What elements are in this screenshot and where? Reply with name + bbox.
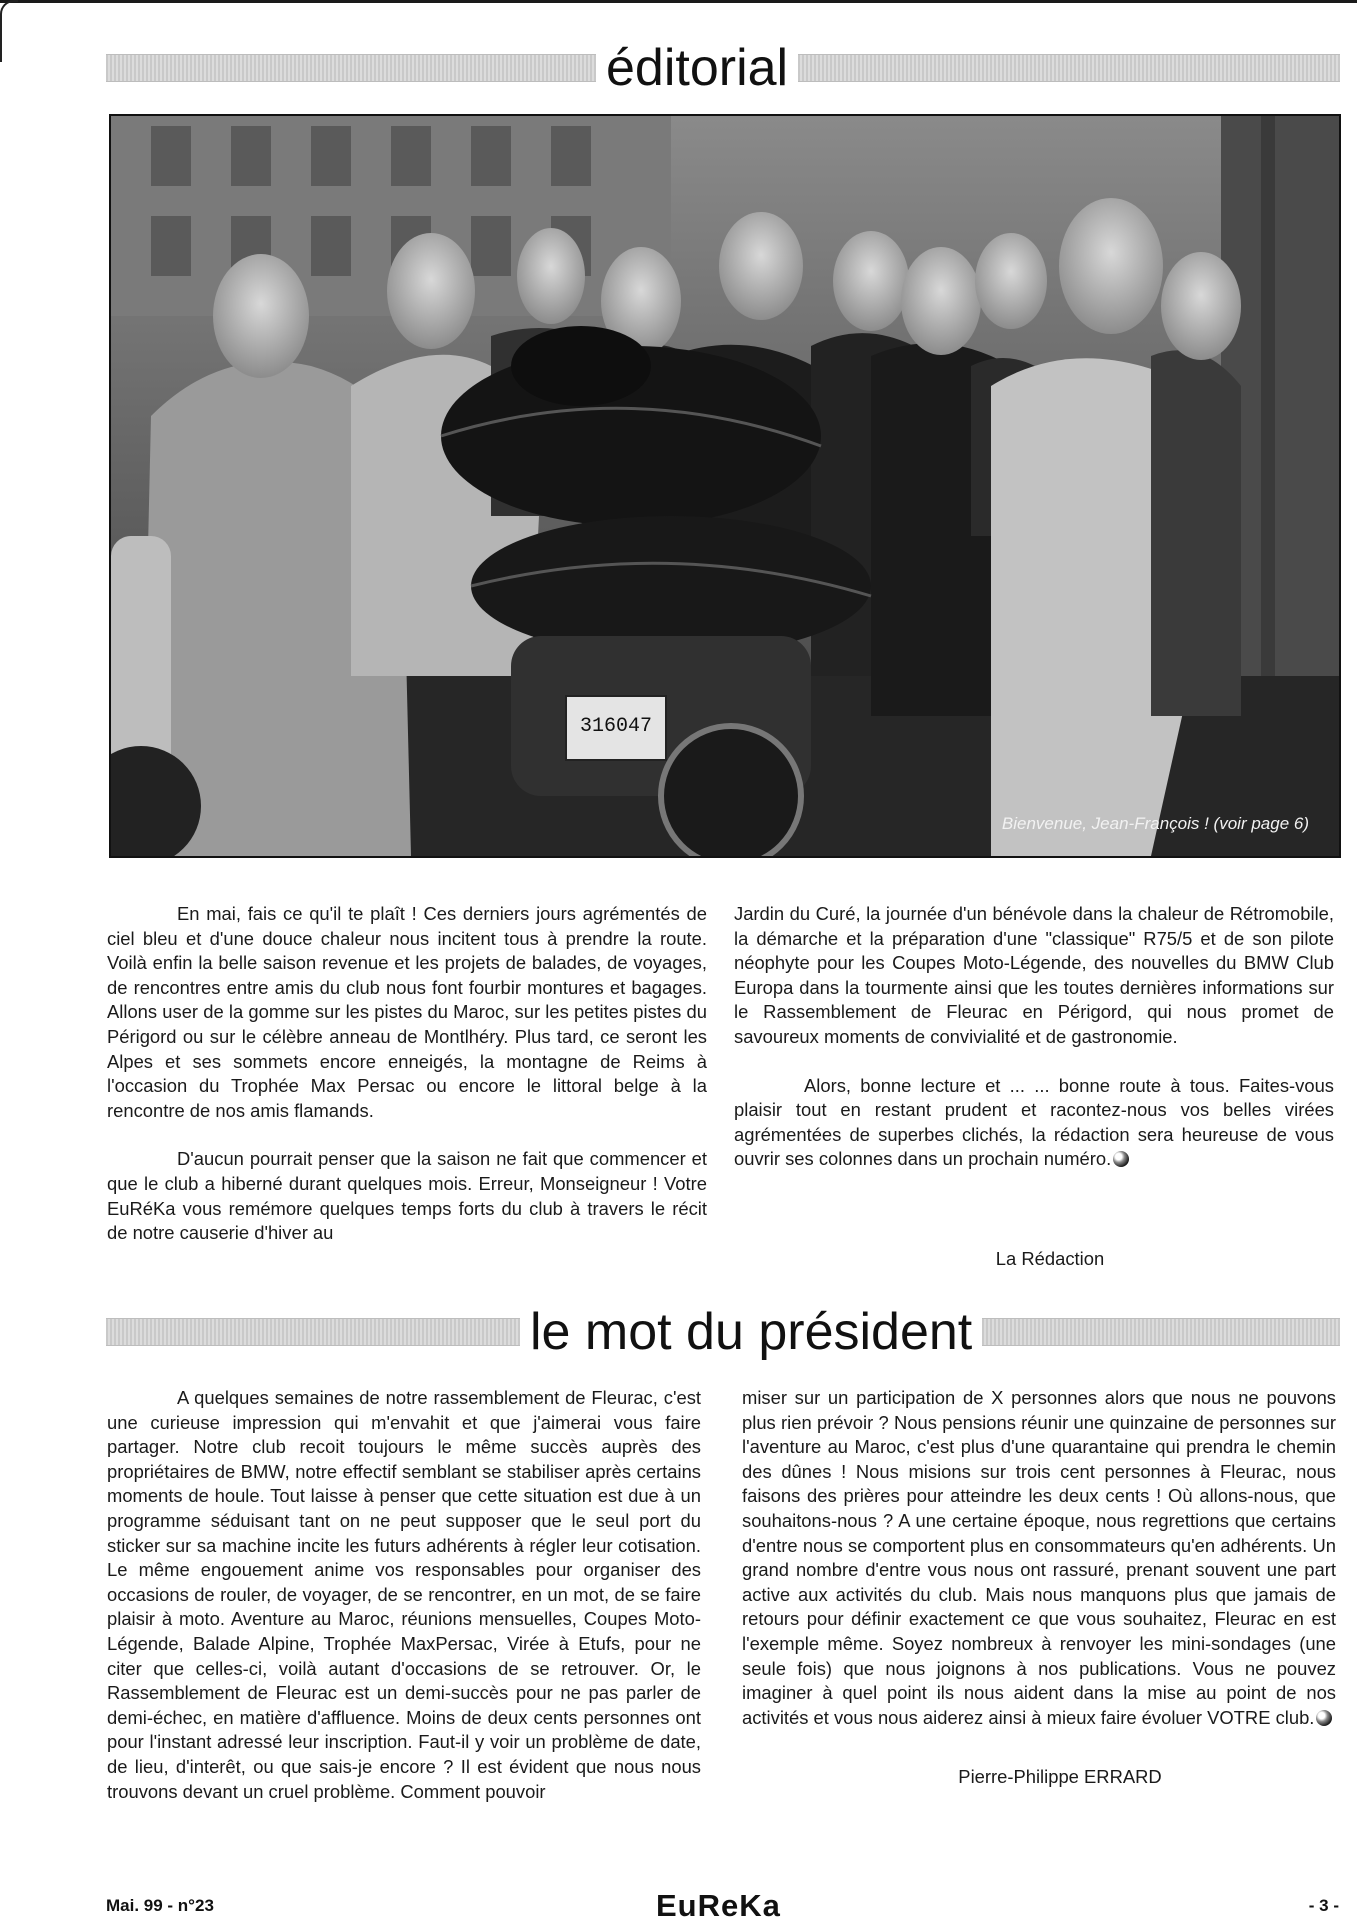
- bmw-roundel-icon: [1316, 1710, 1332, 1726]
- paragraph: [734, 1074, 1334, 1172]
- president-signature: Pierre-Philippe ERRARD: [958, 1766, 1162, 1787]
- bmw-roundel-icon: [1113, 1151, 1129, 1167]
- editorial-title: éditorial: [606, 39, 789, 97]
- paragraph-text: miser sur un participation de X personnes alors que nous ne pouvons plus rien prévoir ? Nous pensions réunir une quinzaine de personnes sur l'aventure au Maroc, c'est plus d'une quarantaine qui prendra le chemin des dûnes ! Nous misions sur trois cent personnes à Fleurac, nous faisons des prières pour atteindre les deux cents ! Où allons-nous, que souhaitons-nous ? A une certaine époque, nous regrettions que certains d'entre nous se comportent plus en consommateurs qu'en adhérents. Un grand nombre d'entre vous nous ont rassuré, prenant souvent une part active aux activités du club. Mais nous manquons plus que jamais de retours pour définir exactement ce que vous souhaitez, Fleurac en est l'exemple même. Soyez nombreux à renvoyer les mini-sondages (une seule fois) que nous joignons à nos publications. Vous ne pouvez imaginer à quel point ils nous aident dans la mise au point de nos activités et vous nous aiderez ainsi à mieux faire évoluer VOTRE club.: [742, 1387, 1336, 1728]
- president-column-right: [742, 1386, 1336, 1730]
- heading-bar-left: [106, 1318, 520, 1346]
- editorial-signature: La Rédaction: [995, 1248, 1105, 1269]
- paragraph: [742, 1386, 1336, 1730]
- paragraph: D'aucun pourrait penser que la saison ne fait que commencer et que le club a hiberné durant quelques mois. Erreur, Monseigneur ! Votre EuRéKa vous remémore quelques temps forts du club à travers le récit de notre causerie d'hiver au: [107, 1148, 707, 1244]
- group-photo: [109, 114, 1341, 858]
- page-number: - 3 -: [1308, 1896, 1339, 1915]
- paragraph: A quelques semaines de notre rassemblement de Fleurac, c'est une curieuse impression qui m'envahit et que j'aimerai vous faire partager. Notre club recoit toujours le même succès auprès des propriétaires de BMW, notre effectif semblant se stabiliser après certains moments de houle. Tout laisse à penser que cette situation est due à un programme séduisant tant on ne peut supposer que le seul port du sticker sur sa machine incite les futurs adhérents à régler leur cotisation. Le même engouement anime vos responsables pour organiser des occasions de rouler, de voyager, de se rencontrer, en un mot, de se faire plaisir à moto. Aventure au Maroc, réunions mensuelles, Coupes Moto-Légende, Balade Alpine, Trophée MaxPersac, Virée à Etufs, pour ne citer que celles-ci, voilà autant d'occasions de se retrouver. Or, le Rassemblement de Fleurac est un demi-succès pour ne pas parler de demi-échec, en matière d'affluence. Moins de deux cents personnes ont pour l'instant adressé leur inscription. Faut-il y voir un problème de date, de lieu, d'interêt, ou que sais-je encore ? Il est évident que nous nous trouvons devant un cruel problème. Comment pouvoir: [107, 1387, 701, 1802]
- paragraph: En mai, fais ce qu'il te plaît ! Ces derniers jours agrémentés de ciel bleu et d'une douce chaleur nous incitent tous à prendre la route. Voilà enfin la belle saison revenue et les projets de balades, de voyages, de rencontres entre amis du club nous font fourbir montures et bagages. Allons user de la gomme sur les pistes du Maroc, sur les petites pistes du Périgord ou sur le célèbre anneau de Montlhéry. Plus tard, ce seront les Alpes et ses sommets encore enneigés, la montagne de Reims à l'occasion du Trophée Max Persac ou encore le littoral belge à la rencontre de nos amis flamands.: [107, 903, 707, 1121]
- license-plate-text: 316047: [579, 715, 653, 738]
- president-heading: [106, 1303, 1340, 1361]
- page-corner: [0, 0, 18, 62]
- heading-bar-right: [982, 1318, 1340, 1346]
- paragraph-text: Alors, bonne lecture et ... ... bonne route à tous. Faites-vous plaisir tout en restant prudent et racontez-nous vos belles virées agrémentées de superbes clichés, la rédaction sera heureuse de vous ouvrir ses colonnes dans un prochain numéro.: [734, 1074, 1334, 1170]
- president-column-left: [107, 1386, 701, 1804]
- group-photo-illustration: [111, 116, 1339, 856]
- eureka-logo: EuReKa: [656, 1888, 781, 1923]
- top-rule: [0, 0, 1357, 3]
- photo-caption: Bienvenue, Jean-François ! (voir page 6): [1001, 814, 1309, 833]
- editorial-column-right: [734, 902, 1334, 1172]
- issue-label: Mai. 99 - n°23: [106, 1896, 214, 1915]
- heading-bar-left: [106, 54, 596, 82]
- paragraph-text: Jardin du Curé, la journée d'un bénévole dans la chaleur de Rétromobile, la démarche et la préparation d'une "classique" R75/5 et de son pilote néophyte pour les Coupes Moto-Légende, des nouvelles du BMW Club Europa dans la tourmente ainsi que les toutes dernières informations sur le Rassemblement de Fleurac en Périgord, qui nous promet de savoureux moments de convivialité et de gastronomie.: [734, 903, 1334, 1047]
- editorial-column-left: [107, 902, 707, 1246]
- paragraph: [734, 902, 1334, 1050]
- editorial-heading: [106, 39, 1340, 97]
- president-title: le mot du président: [530, 1303, 973, 1361]
- heading-bar-right: [798, 54, 1340, 82]
